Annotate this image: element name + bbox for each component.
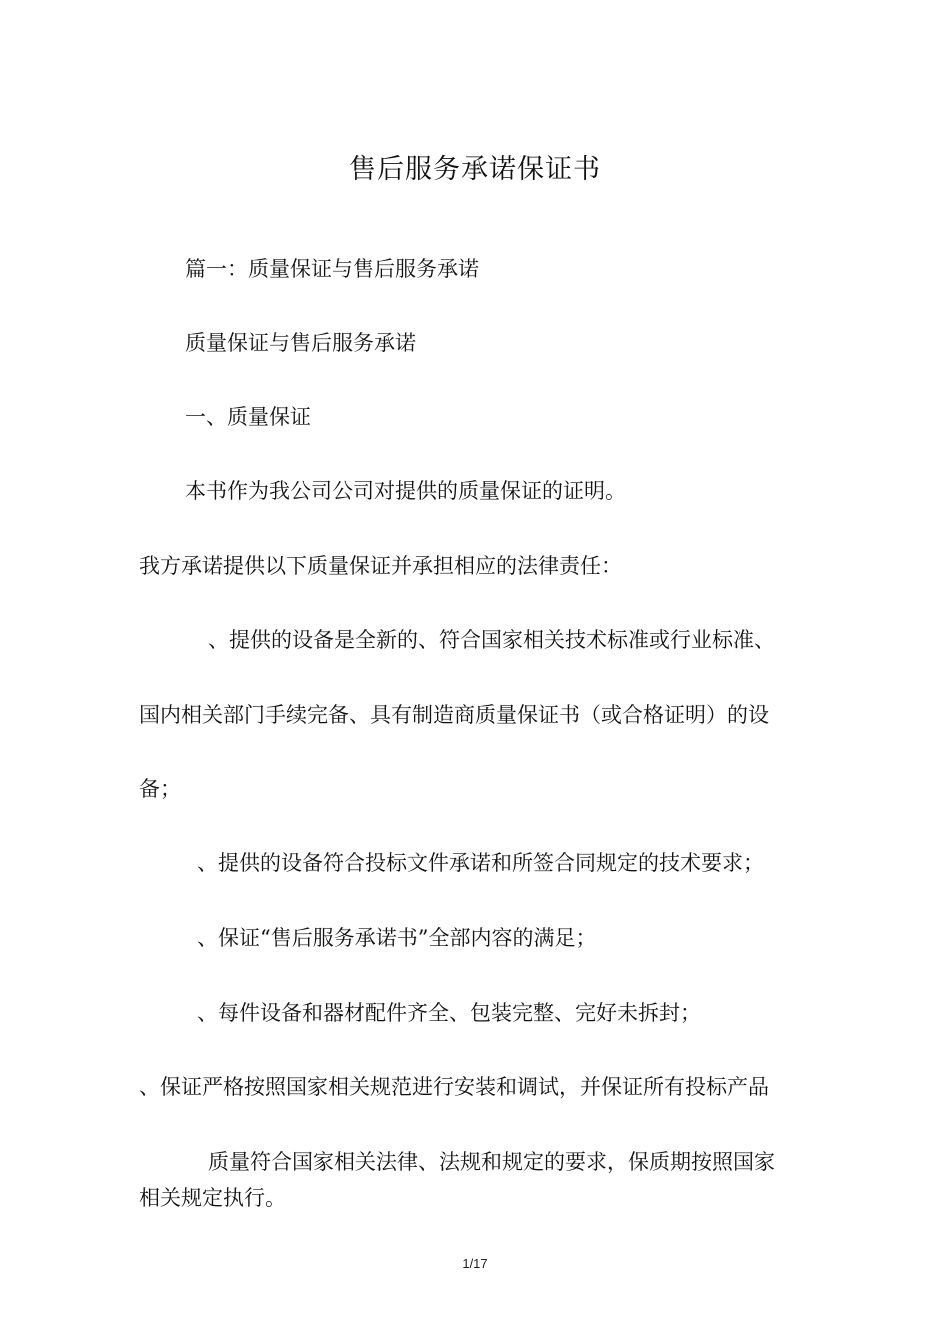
document-title: 售后服务承诺保证书 bbox=[349, 154, 601, 185]
list-item-line: 、提供的设备是全新的、符合国家相关技术标准或行业标准、 bbox=[208, 628, 775, 652]
paragraph-line: 本书作为我公司公司对提供的质量保证的证明。 bbox=[185, 479, 626, 503]
section-heading-part-one: 篇一：质量保证与售后服务承诺 bbox=[185, 257, 479, 281]
list-item-line: 、提供的设备符合投标文件承诺和所签合同规定的技术要求； bbox=[197, 851, 764, 875]
list-item-line: 、每件设备和器材配件齐全、包装完整、完好未拆封； bbox=[197, 1001, 701, 1025]
page-number: 1/17 bbox=[462, 1256, 488, 1271]
paragraph-line: 我方承诺提供以下质量保证并承担相应的法律责任： bbox=[139, 554, 622, 578]
list-item-line: 质量符合国家相关法律、法规和规定的要求，保质期按照国家 bbox=[208, 1150, 775, 1174]
list-item-line: 、保证“售后服务承诺书”全部内容的满足； bbox=[197, 926, 597, 950]
section-subheading: 质量保证与售后服务承诺 bbox=[185, 331, 416, 355]
list-item-line: 相关规定执行。 bbox=[139, 1186, 286, 1210]
list-item-line: 、保证严格按照国家相关规范进行安装和调试，并保证所有投标产品 bbox=[139, 1075, 769, 1099]
section-heading-quality: 一、质量保证 bbox=[185, 405, 311, 429]
list-item-line: 备； bbox=[139, 777, 181, 801]
list-item-line: 国内相关部门手续完备、具有制造商质量保证书（或合格证明）的设 bbox=[139, 703, 769, 727]
